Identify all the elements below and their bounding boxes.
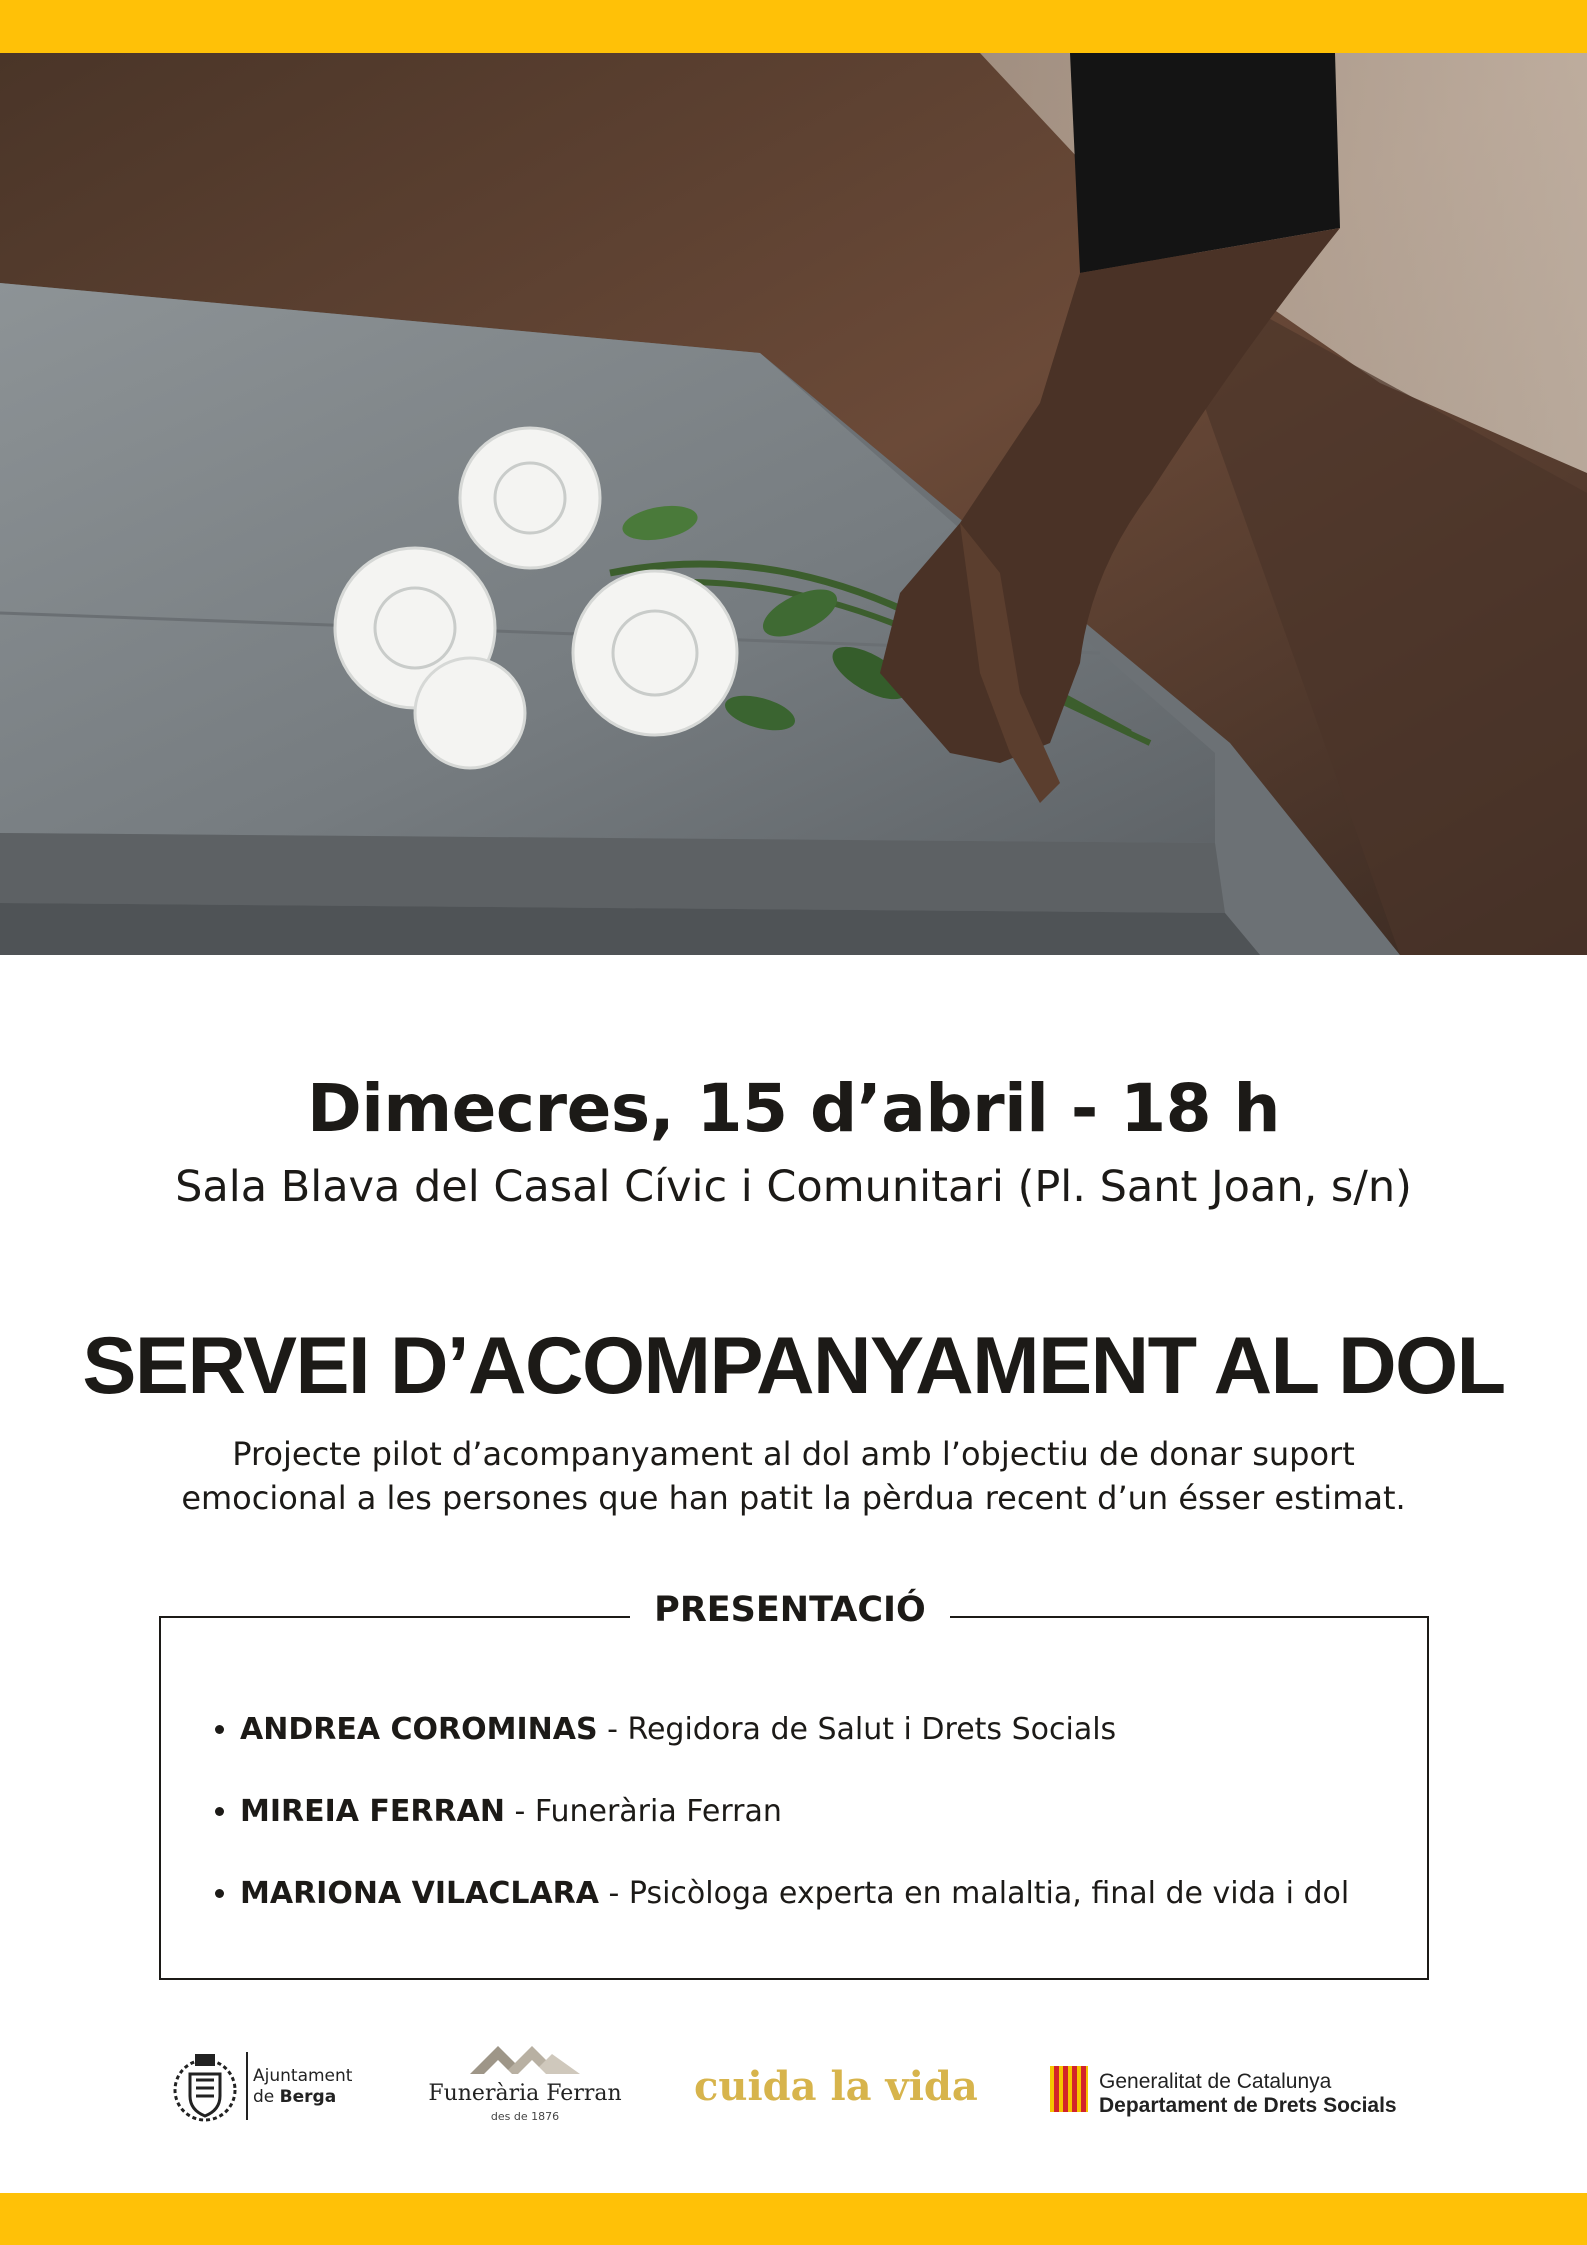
- event-date-time: Dimecres, 15 d’abril - 18 h: [306, 1070, 1281, 1147]
- presentation-label: PRESENTACIÓ: [630, 1590, 950, 1630]
- list-item: [215, 1770, 1349, 1852]
- speaker-role: - Funerària Ferran: [504, 1793, 782, 1829]
- speaker-name: ANDREA COROMINAS: [240, 1711, 598, 1747]
- bottom-accent-bar: [0, 2193, 1587, 2245]
- list-item: [215, 1852, 1349, 1934]
- speaker-name: MARIONA VILACLARA: [240, 1875, 599, 1911]
- ferran-logo-name: Funerària Ferran: [428, 2081, 622, 2106]
- ferran-logo-since: des de 1876: [490, 2110, 560, 2123]
- logo-divider: [246, 2052, 248, 2120]
- berga-prefix: de: [253, 2087, 280, 2107]
- berga-line-2: [253, 2087, 352, 2108]
- description-line-2: emocional a les persones que han patit la pèrdua recent d’un ésser estimat.: [181, 1479, 1406, 1517]
- speaker-role: - Regidora de Salut i Drets Socials: [597, 1711, 1117, 1747]
- speaker-name: MIREIA FERRAN: [240, 1793, 505, 1829]
- mountains-icon: [470, 2044, 580, 2076]
- speaker-list: [215, 1688, 1349, 1934]
- bullet-icon: [215, 1889, 224, 1898]
- generalitat-line-2: Departament de Drets Socials: [1099, 2094, 1397, 2117]
- berga-coat-of-arms-icon: [170, 2050, 240, 2124]
- page-title: SERVEI D’ACOMPANYAMENT AL DOL: [82, 1321, 1505, 1411]
- generalitat-line-1: Generalitat de Catalunya: [1099, 2070, 1332, 2093]
- photo-white-roses-on-grave: [0, 53, 1587, 955]
- bullet-icon: [215, 1725, 224, 1734]
- cuida-la-vida-logo: cuida la vida: [694, 2063, 978, 2110]
- berga-logo-text: [253, 2066, 352, 2108]
- list-item: [215, 1688, 1349, 1770]
- event-venue: Sala Blava del Casal Cívic i Comunitari (Pl. Sant Joan, s/n): [175, 1162, 1412, 1212]
- description-line-1: Projecte pilot d’acompanyament al dol amb l’objectiu de donar suport: [232, 1435, 1355, 1473]
- description: [150, 1432, 1437, 1520]
- berga-line-1: Ajuntament: [253, 2066, 353, 2086]
- header-photo: [0, 53, 1587, 955]
- bullet-icon: [215, 1807, 224, 1816]
- top-accent-bar: [0, 0, 1587, 53]
- speaker-role: - Psicòloga experta en malaltia, final de vida i dol: [599, 1875, 1350, 1911]
- catalan-flag-icon: [1050, 2066, 1088, 2112]
- berga-name: Berga: [279, 2087, 337, 2107]
